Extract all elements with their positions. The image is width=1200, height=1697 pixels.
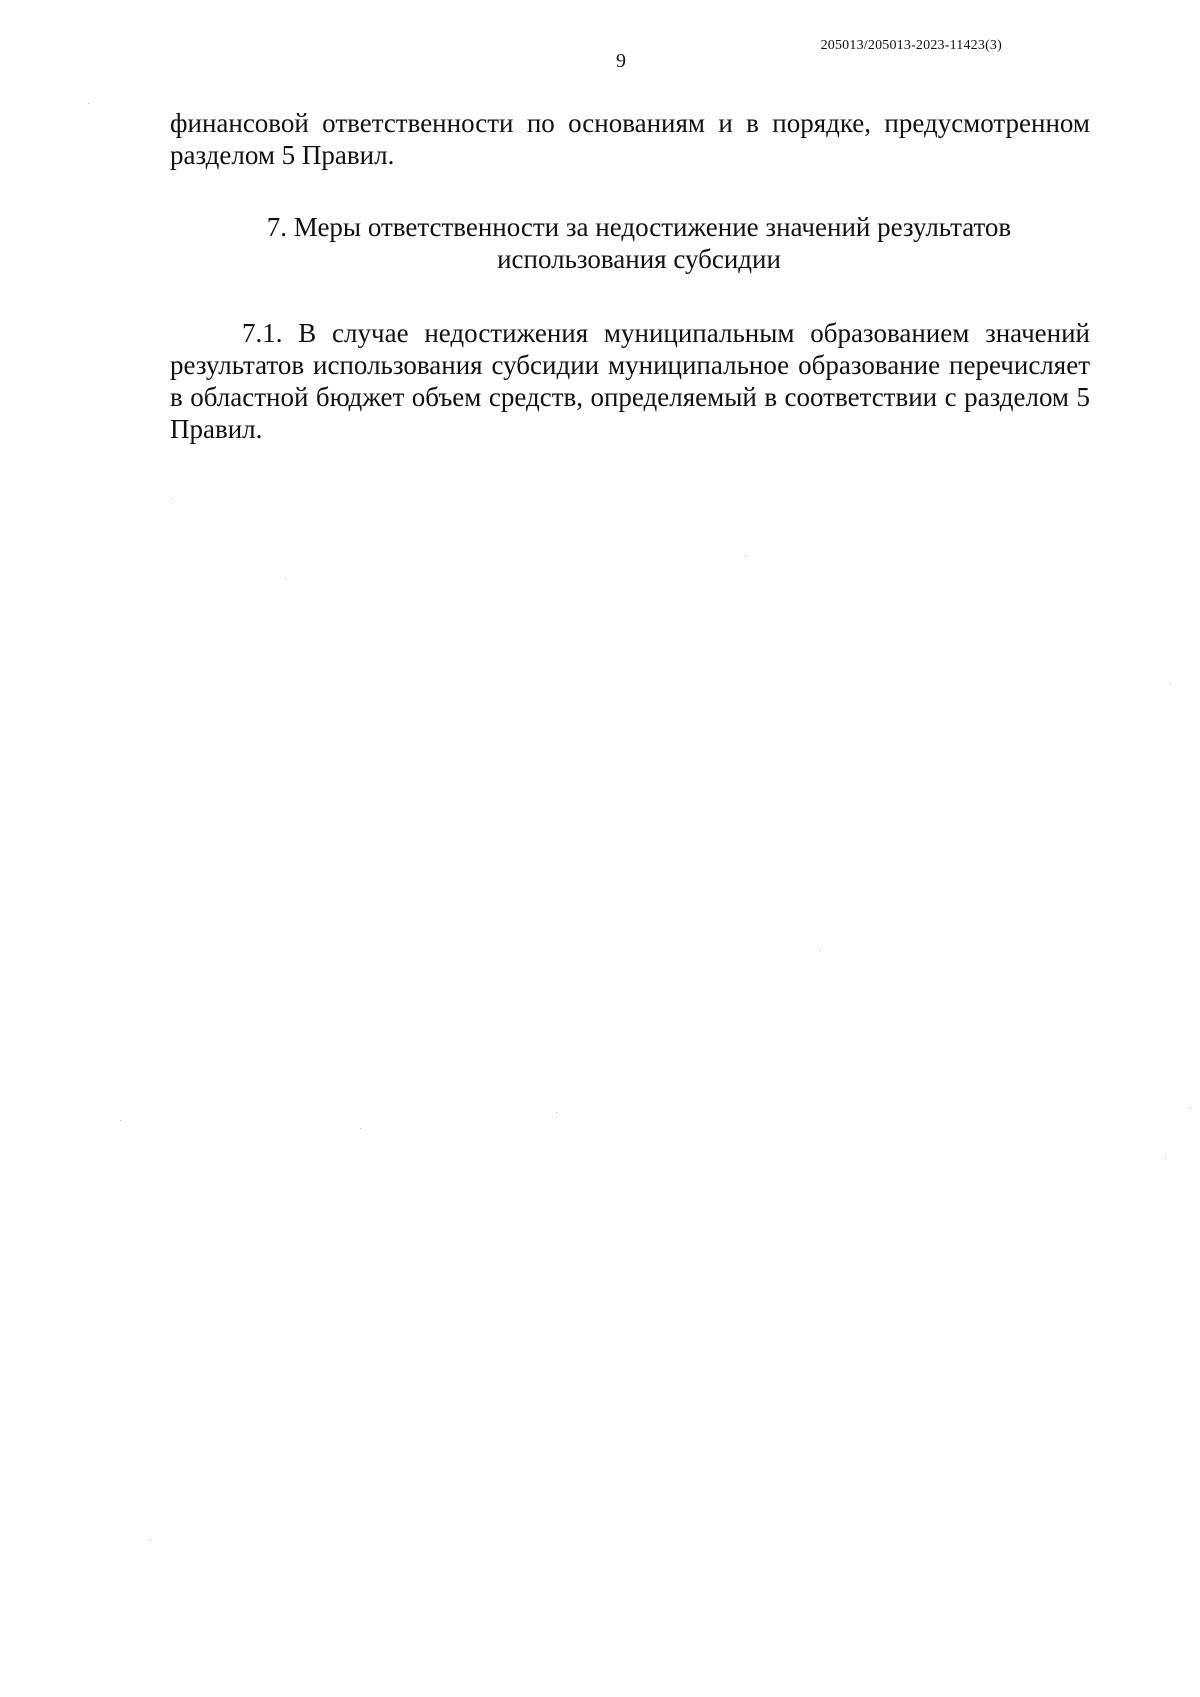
- scan-speck: [172, 498, 173, 499]
- section-heading-line-1: 7. Меры ответственности за недостижение значений результатов: [266, 212, 1012, 242]
- scan-speck: [1170, 683, 1171, 684]
- scan-speck: [820, 950, 821, 951]
- scan-speck: [360, 1128, 361, 1129]
- scan-speck: [556, 1112, 557, 1113]
- document-body: [170, 107, 1090, 445]
- paragraph-7-1: 7.1. В случае недостижения муниципальным образованием значений результатов использования субсидии муниципальное образование перечисляет в областной бюджет объем средств, определяемый в соответствии с разделом 5 Правил.: [170, 318, 1090, 444]
- scan-speck: [1190, 1108, 1191, 1109]
- scan-speck: [88, 103, 89, 104]
- scan-speck: [1165, 1158, 1166, 1159]
- scan-speck: [150, 1540, 151, 1541]
- scan-speck: [120, 1120, 121, 1121]
- scan-speck: [285, 578, 286, 579]
- paragraph-continuation: финансовой ответственности по основаниям и в порядке, предусмотренном разделом 5 Правил.: [170, 108, 1090, 170]
- section-heading: [170, 211, 1090, 275]
- scan-speck: [745, 556, 746, 557]
- document-id: 205013/205013-2023-11423(3): [820, 38, 1002, 53]
- section-heading-line-2: использования субсидии: [497, 244, 781, 274]
- page-number: 9: [616, 50, 626, 72]
